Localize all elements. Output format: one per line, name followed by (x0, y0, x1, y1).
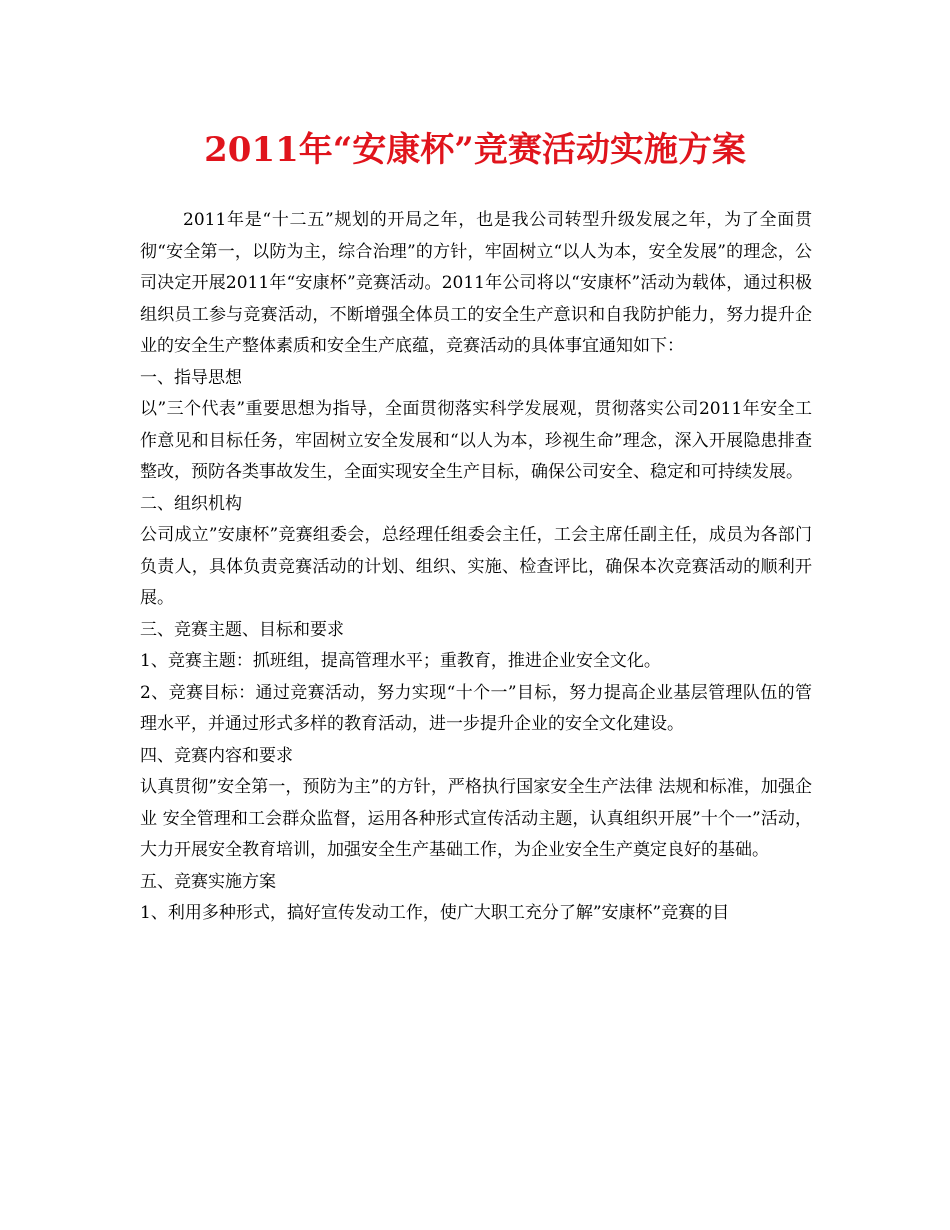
intro-paragraph: 2011年是“十二五”规划的开局之年，也是我公司转型升级发展之年，为了全面贯彻“安全第一，以防为主，综合治理”的方针，牢固树立“以人为本，安全发展”的理念，公司决定开展2011年“安康杯”竞赛活动。2011年公司将以“安康杯”活动为载体，通过积极组织员工参与竞赛活动，不断增强全体员工的安全生产意识和自我防护能力，努力提升企业的安全生产整体素质和安全生产底蕴，竞赛活动的具体事宜通知如下： (140, 210, 812, 356)
section-paragraph: 认真贯彻”安全第一，预防为主”的方针，严格执行国家安全生产法律 法规和标准，加强企业 安全管理和工会群众监督，运用各种形式宣传活动主题，认真组织开展”十个一”活动，大力开展安全教育培训，加强安全生产基础工作，为企业安全生产奠定良好的基础。 (140, 777, 812, 860)
section-paragraph: 2、竞赛目标：通过竞赛活动，努力实现“十个一”目标，努力提高企业基层管理队伍的管理水平，并通过形式多样的教育活动，进一步提升企业的安全文化建设。 (140, 682, 812, 734)
section-heading: 二、组织机构 (140, 493, 242, 514)
section-heading: 四、竞赛内容和要求 (140, 745, 293, 766)
section-heading: 五、竞赛实施方案 (140, 871, 276, 892)
section-paragraph: 公司成立”安康杯”竞赛组委会，总经理任组委会主任，工会主席任副主任，成员为各部门负责人，具体负责竞赛活动的计划、组织、实施、检查评比，确保本次竞赛活动的顺利开展。 (140, 525, 812, 608)
section-heading: 一、指导思想 (140, 367, 242, 388)
section-organization (140, 489, 812, 615)
section-theme-goals (140, 615, 812, 741)
section-guiding-ideology (140, 363, 812, 489)
section-heading: 三、竞赛主题、目标和要求 (140, 619, 344, 640)
document-title: 2011年“安康杯”竞赛活动实施方案 (204, 130, 746, 170)
section-paragraph: 1、利用多种形式，搞好宣传发动工作，使广大职工充分了解”安康杯”竞赛的目 (140, 903, 730, 923)
document-body (140, 205, 812, 930)
section-paragraph: 1、竞赛主题：抓班组，提高管理水平；重教育，推进企业安全文化。 (140, 651, 661, 671)
section-content-requirements (140, 741, 812, 867)
section-implementation-plan (140, 867, 812, 930)
section-paragraph: 以”三个代表”重要思想为指导，全面贯彻落实科学发展观，贯彻落实公司2011年安全工作意见和目标任务，牢固树立安全发展和“以人为本，珍视生命”理念，深入开展隐患排查整改，预防各类事故发生，全面实现安全生产目标，确保公司安全、稳定和可持续发展。 (140, 399, 812, 482)
